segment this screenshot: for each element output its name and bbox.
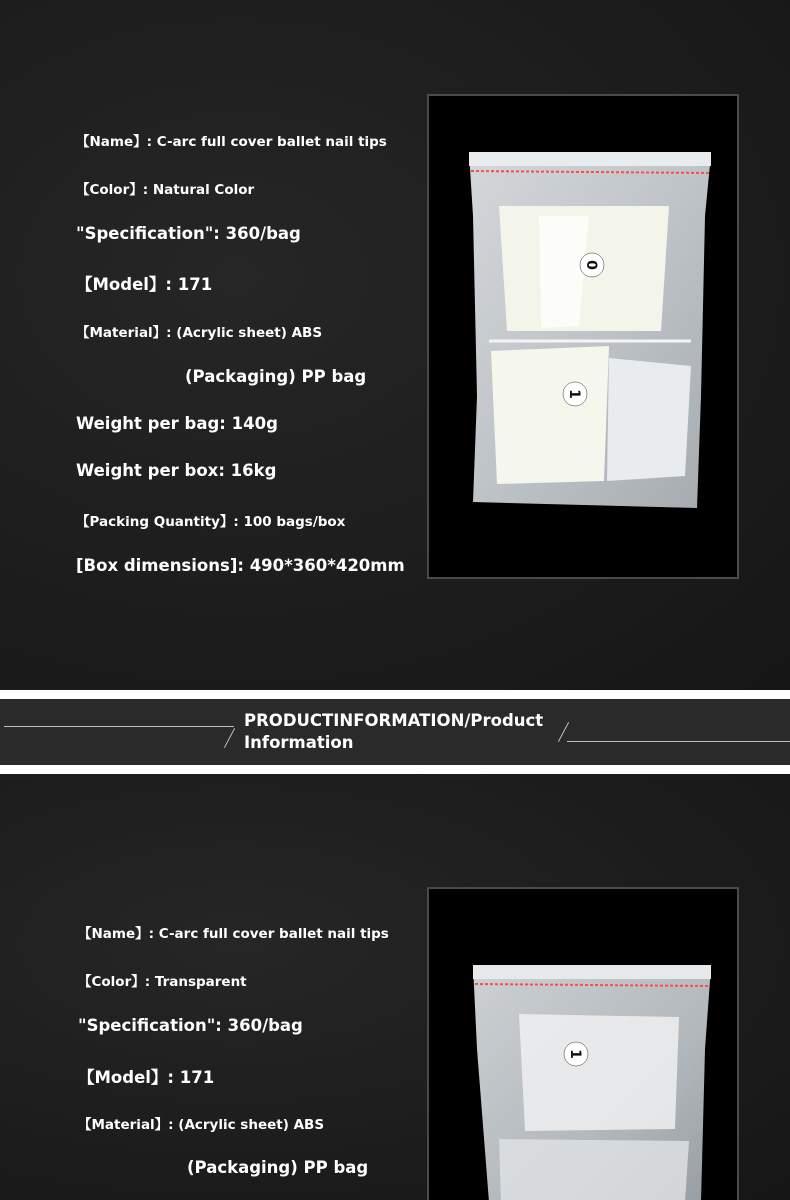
divider-left-line [4,726,234,727]
spec-name: 【Name】: C-arc full cover ballet nail tips [78,926,389,942]
product-photo-natural [427,94,739,579]
spec-color: 【Color】: Natural Color [76,182,255,198]
spec-packing-quantity: 【Packing Quantity】: 100 bags/box [76,514,346,530]
spec-weight-bag: Weight per bag: 140g [76,414,278,433]
spec-name: 【Name】: C-arc full cover ballet nail tips [76,134,387,150]
svg-text:1: 1 [567,1049,583,1059]
spec-model: 【Model】: 171 [78,1068,215,1087]
nail-tips-bag-image [429,96,737,577]
spec-specification: "Specification": 360/bag [76,224,301,243]
product-panel-transparent [0,774,790,1200]
product-information-title-line2: Information [244,733,354,752]
svg-text:1: 1 [566,389,582,399]
spec-material: 【Material】: (Acrylic sheet) ABS [78,1117,325,1133]
nail-tips-bag-image [429,889,737,1200]
divider-right-line [567,741,790,742]
divider-strip [0,699,790,765]
spec-packaging: (Packaging) PP bag [185,367,367,386]
spec-model: 【Model】: 171 [76,275,213,294]
product-photo-transparent [427,887,739,1200]
bag-number-1 [563,382,587,406]
product-information-title-line1: PRODUCTINFORMATION/Product [244,711,544,730]
spec-material: 【Material】: (Acrylic sheet) ABS [76,325,323,341]
product-information-title [244,710,543,754]
section-divider-banner [0,690,790,774]
spec-box-dimensions: [Box dimensions]: 490*360*420mm [76,556,405,575]
spec-color: 【Color】: Transparent [78,974,247,990]
spec-weight-box: Weight per box: 16kg [76,461,277,480]
bag-number-0 [580,253,604,277]
spec-packaging: (Packaging) PP bag [187,1158,369,1177]
spec-specification: "Specification": 360/bag [78,1016,303,1035]
svg-text:0: 0 [583,260,599,270]
divider-right-slash [558,722,569,742]
divider-left-slash [224,728,235,748]
bag-number-1 [564,1042,588,1066]
